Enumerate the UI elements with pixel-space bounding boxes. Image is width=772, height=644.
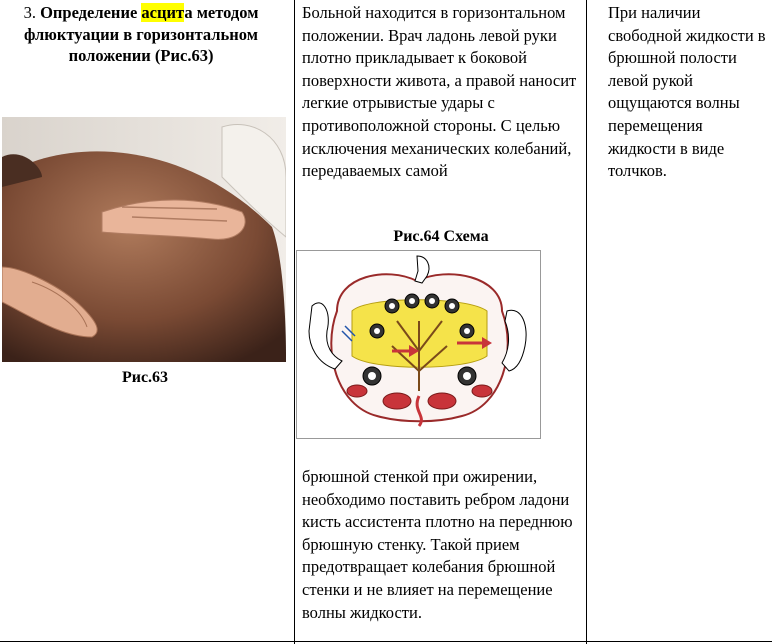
table-bottom-border: [0, 641, 772, 642]
heading-prefix: Определение: [40, 3, 142, 22]
heading-highlight: асцит: [141, 3, 185, 22]
section-heading: [0, 2, 282, 67]
column-divider-1: [294, 0, 295, 644]
heading-suffix: а методом флюктуации в горизонтальном положении (Рис.63): [24, 3, 259, 65]
result-text: При наличии свободной жидкости в брюшной полости левой рукой ощущаются волны перемещения жидкости в виде толчков.: [608, 3, 766, 181]
figure-63-caption: Рис.63: [121, 369, 169, 386]
procedure-text-top: Больной находится в горизонтальном положении. Врач ладонь левой руки плотно прикладывает к боковой поверхности живота, а правой наносит легкие отрывистые удары с противоположной стороны. С целью исключения механических колебаний, передаваемых самой: [302, 3, 577, 181]
figure-64-caption: Рис.64 Схема: [393, 228, 489, 245]
figure-64-diagram: [296, 250, 541, 439]
heading-number: 3.: [23, 3, 41, 22]
figure-63-photo: [2, 117, 286, 362]
procedure-text-bottom: брюшной стенкой при ожирении, необходимо поставить ребром ладони кисть ассистента плотно на переднюю брюшную стенку. Такой прием предотвращает колебания брюшной стенки и не влияет на перемещение волны жидкости.: [302, 467, 573, 622]
